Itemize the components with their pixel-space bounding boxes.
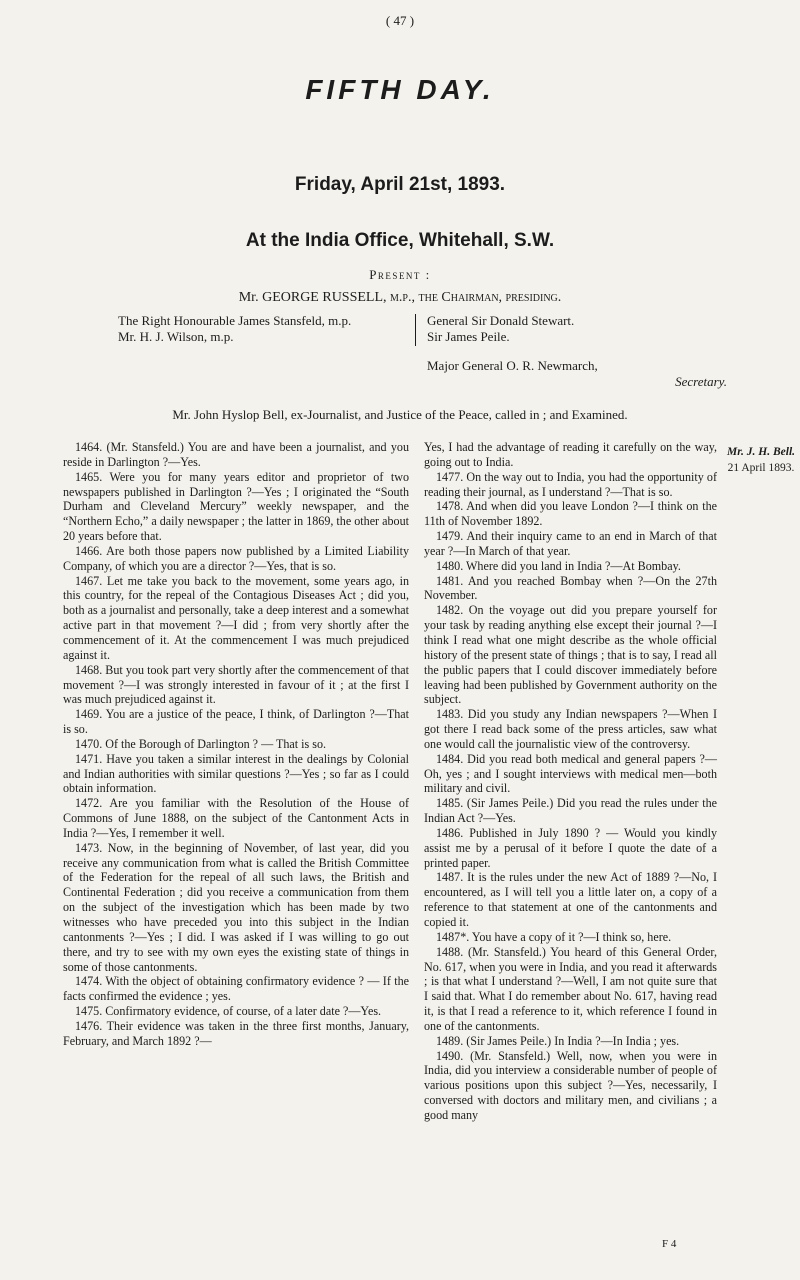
member-stansfeld: The Right Honourable James Stansfeld, m.p. <box>118 313 352 328</box>
members-divider <box>415 314 416 346</box>
secretary-role: Secretary. <box>675 374 727 389</box>
paragraph-1488: 1488. (Mr. Stansfeld.) You heard of this General Order, No. 617, when you were in India, and you read it afterwards ; is that what I understand ?—Well, I am not quite sure that I said that. What I do remember about No. 617, having read it, is that I read a reference to it, which reference I found in one of the cantonments. <box>424 944 717 1033</box>
margin-date: 21 April 1893. <box>727 462 795 474</box>
chairman-line <box>0 290 800 306</box>
witness-line: Mr. John Hyslop Bell, ex-Journalist, and Justice of the Peace, called in ; and Examined. <box>172 407 628 422</box>
paragraph-1482: 1482. On the voyage out did you prepare yourself for your task by reading anything else except their journal ?—I think I read what one might describe as the whole official history of the present state of things ; that is to say, I read all the public papers that I could discover immediately before leaving had been published by Government authority on the subject. <box>424 603 717 707</box>
paragraph-1468: 1468. But you took part very shortly after the commencement of that movement ?—I was strongly interested in favour of it ; at the first I was much prejudiced against it. <box>63 662 409 707</box>
paragraph-1474: 1474. With the object of obtaining confirmatory evidence ? — If the facts confirmed the evidence ; yes. <box>63 974 409 1004</box>
left-column <box>63 440 409 1049</box>
member-peile: Sir James Peile. <box>427 329 510 344</box>
paragraph-1476-continued: Yes, I had the advantage of reading it carefully on the way, going out to India. <box>424 440 717 469</box>
paragraph-1477: 1477. On the way out to India, you had the opportunity of reading their journal, as I understand ?—That is so. <box>424 469 717 499</box>
paragraph-1466: 1466. Are both those papers now published by a Limited Liability Company, of which you are a director ?—Yes, that is so. <box>63 543 409 573</box>
paragraph-1485: 1485. (Sir James Peile.) Did you read the rules under the Indian Act ?—Yes. <box>424 796 717 826</box>
paragraph-1490: 1490. (Mr. Stansfeld.) Well, now, when you were in India, did you interview a considerable number of people of various positions upon this subject ?—Yes, necessarily, I conversed with doctors and military men, and civilians ; a good many <box>424 1048 717 1122</box>
location-line: At the India Office, Whitehall, S.W. <box>245 230 555 251</box>
paragraph-1469: 1469. You are a justice of the peace, I think, of Darlington ?—That is so. <box>63 707 409 737</box>
paragraph-1483: 1483. Did you study any Indian newspapers ?—When I got there I read back some of the press articles, saw what one would call the journalistic view of the controversy. <box>424 707 717 751</box>
chairman-suffix: m.p., the Chairman, presiding. <box>386 290 562 305</box>
paragraph-1471: 1471. Have you taken a similar interest in the dealings by Colonial and Indian authorities with similar questions ?—Yes ; so far as I could obtain information. <box>63 751 409 796</box>
members-right <box>427 313 727 345</box>
paragraph-1484: 1484. Did you read both medical and general papers ?—Oh, yes ; and I sought interviews with medical men—both military and civil. <box>424 751 717 796</box>
paragraph-1486: 1486. Published in July 1890 ? — Would you kindly assist me by a perusal of it before I quote the date of a printed paper. <box>424 825 717 870</box>
secretary-block <box>427 358 727 390</box>
paragraph-1465: 1465. Were you for many years editor and proprietor of two newspapers published in Darlington ?—Yes ; I originated the “South Durham and Cleveland Mercury” weekly newspaper, and the “Northern Echo,” a daily newspaper ; the latter in 1869, the other about 20 years before that. <box>63 469 409 544</box>
chairman-name: GEORGE RUSSELL, <box>262 290 387 305</box>
paragraph-1478: 1478. And when did you leave London ?—I think on the 11th of November 1892. <box>424 499 717 529</box>
member-stewart: General Sir Donald Stewart. <box>427 313 575 328</box>
paragraph-1487: 1487. It is the rules under the new Act of 1889 ?—No, I encountered, as I will tell you a little later on, a copy of a reference to that statement at one of the cantonments and copied it. <box>424 870 717 929</box>
members-left <box>118 313 408 345</box>
paragraph-1464: 1464. (Mr. Stansfeld.) You are and have been a journalist, and you reside in Darlington ?—Yes. <box>63 440 409 469</box>
margin-witness-name: Mr. J. H. Bell. <box>726 446 796 458</box>
paragraph-1472: 1472. Are you familiar with the Resolution of the House of Commons of June 1888, on the subject of the Cantonment Acts in India ?—Yes, I remember it well. <box>63 796 409 840</box>
signature-mark: F 4 <box>662 1238 677 1250</box>
paragraph-1475: 1475. Confirmatory evidence, of course, of a later date ?—Yes. <box>75 1004 382 1019</box>
paragraph-1487-star: 1487*. You have a copy of it ?—I think so, here. <box>436 929 672 944</box>
date-line: Friday, April 21st, 1893. <box>294 174 506 195</box>
chairman-prefix: Mr. <box>238 290 263 305</box>
paragraph-1473: 1473. Now, in the beginning of November, of last year, did you receive any communication from what is called the British Committee of the Federation for the repeal of all such laws, the British and Continental Federation ; did you receive a communication from them on the subject of the investigation which has been made by two witnesses who have preceded you into this subject in the Indian cantonments ?—Yes ; I did. I was asked if I was willing to go out there, and try to see with my own eyes the existing state of things in some of those cantonments. <box>63 840 409 974</box>
paragraph-1467: 1467. Let me take you back to the movement, some years ago, in this country, for the repeal of the Contagious Diseases Act ; did you, both as a journalist and personally, take a deep interest and a somewhat active part in that movement ?—I did ; from very shortly after the commencement of it. At the commencement I was much prejudiced against it. <box>63 573 409 662</box>
paragraph-1476: 1476. Their evidence was taken in the three first months, January, February, and March 1892 ?— <box>63 1018 409 1048</box>
paragraph-1481: 1481. And you reached Bombay when ?—On the 27th November. <box>424 573 717 603</box>
paragraph-1470: 1470. Of the Borough of Darlington ? — That is so. <box>75 736 327 751</box>
secretary-name: Major General O. R. Newmarch, <box>427 358 598 373</box>
page-number: ( 47 ) <box>385 13 415 28</box>
right-column <box>424 440 717 1123</box>
paragraph-1480: 1480. Where did you land in India ?—At Bombay. <box>436 558 681 573</box>
margin-note <box>726 445 796 475</box>
member-wilson: Mr. H. J. Wilson, m.p. <box>118 329 234 344</box>
present-label: Present : <box>369 267 431 282</box>
paragraph-1479: 1479. And their inquiry came to an end in March of that year ?—In March of that year. <box>424 529 717 558</box>
paragraph-1489: 1489. (Sir James Peile.) In India ?—In India ; yes. <box>436 1033 680 1048</box>
day-title: FIFTH DAY. <box>305 74 495 105</box>
